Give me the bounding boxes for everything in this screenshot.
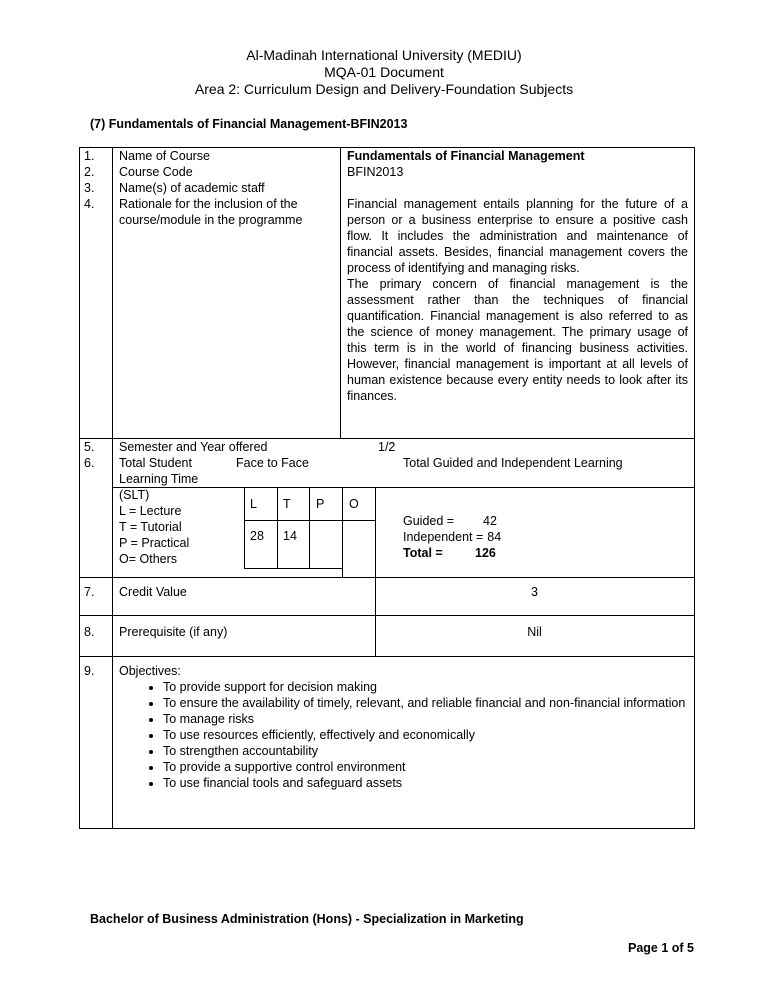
semester-value: 1/2 [378, 440, 396, 454]
label-credit-value: Credit Value [119, 585, 187, 599]
objectives-label: Objectives: [119, 664, 181, 678]
list-item: • To strengthen accountability [163, 743, 688, 759]
label-semester: Semester and Year offered [119, 440, 268, 454]
total-label: Total = [403, 546, 443, 560]
course-code: BFIN2013 [347, 165, 404, 179]
table-row [80, 148, 695, 439]
col-o: O [349, 497, 359, 511]
guided-label: Guided = [403, 514, 455, 528]
row-number: 6. [84, 456, 95, 470]
row-number: 3. [84, 181, 95, 195]
label-prerequisite: Prerequisite (if any) [119, 625, 228, 639]
header-area: Area 2: Curriculum Design and Delivery-Foundation Subjects [194, 81, 574, 97]
footer-program: Bachelor of Business Administration (Hons) - Specialization in Marketing [90, 912, 524, 926]
course-name: Fundamentals of Financial Management [347, 149, 585, 163]
prerequisite-value: Nil [527, 625, 542, 639]
label-course-code: Course Code [119, 165, 193, 179]
table-row [80, 616, 695, 657]
list-item: • To ensure the availability of timely, relevant, and reliable financial and non-financial information [163, 695, 688, 711]
list-item: • To provide a supportive control environment [163, 759, 688, 775]
header-university: Al-Madinah International University (MEDIU) [246, 47, 522, 63]
list-item: • To manage risks [163, 711, 688, 727]
list-item: • To use resources efficiently, effectively and economically [163, 727, 688, 743]
label-academic-staff: Name(s) of academic staff [119, 181, 265, 195]
legend-lecture: L = Lecture [119, 504, 182, 518]
label-rationale: Rationale for the inclusion of the course/module in the programme [119, 197, 303, 227]
legend-others: O= Others [119, 552, 178, 566]
total-value: 126 [475, 546, 496, 560]
col-p: P [316, 497, 325, 511]
table-row [80, 657, 695, 829]
row-number: 2. [84, 165, 95, 179]
col-l: L [250, 497, 257, 511]
page-number: Page 1 of 5 [628, 941, 694, 955]
list-item: • To provide support for decision making [163, 679, 688, 695]
header-document: MQA-01 Document [324, 64, 444, 80]
row-number: 1. [84, 149, 95, 163]
row-number: 8. [80, 616, 113, 657]
guided-value: 42 [483, 514, 497, 528]
legend-practical: P = Practical [119, 536, 190, 550]
credit-value: 3 [531, 585, 538, 599]
label-course-name: Name of Course [119, 149, 211, 163]
label-guided-independent: Total Guided and Independent Learning [403, 456, 623, 470]
label-face-to-face: Face to Face [236, 456, 309, 470]
independent-value: 84 [487, 530, 502, 544]
row-number: 7. [80, 578, 113, 616]
table-row [80, 578, 695, 616]
row-number: 4. [84, 197, 95, 211]
row-number: 5. [84, 440, 95, 454]
rationale-paragraph-2: The primary concern of financial management is the assessment rather than the techniques of financial quantification. Financial management is also referred to as the science of money management. The primary usage of this term is in the world of financing business activities. However, financial management is important at all levels of human existence because every entity needs to look after its finances. [347, 277, 688, 403]
legend-tutorial: T = Tutorial [119, 520, 182, 534]
course-table [79, 147, 695, 829]
list-item: • To use financial tools and safeguard assets [163, 775, 688, 791]
table-row [80, 439, 695, 578]
value-t: 14 [283, 529, 297, 543]
row-number: 9. [80, 657, 113, 829]
section-title: (7) Fundamentals of Financial Management-BFIN2013 [90, 117, 408, 131]
col-t: T [283, 497, 291, 511]
label-slt: Total Student Learning Time (SLT) [119, 456, 199, 502]
objectives-list [119, 679, 688, 791]
independent-label: Independent = [403, 530, 484, 544]
value-l: 28 [250, 529, 264, 543]
rationale-paragraph-1: Financial management entails planning for the future of a person or a business enterprise to ensure a positive cash flow. It includes the administration and maintenance of financial assets. Besides, financial management covers the process of identifying and managing risks. [347, 197, 688, 275]
